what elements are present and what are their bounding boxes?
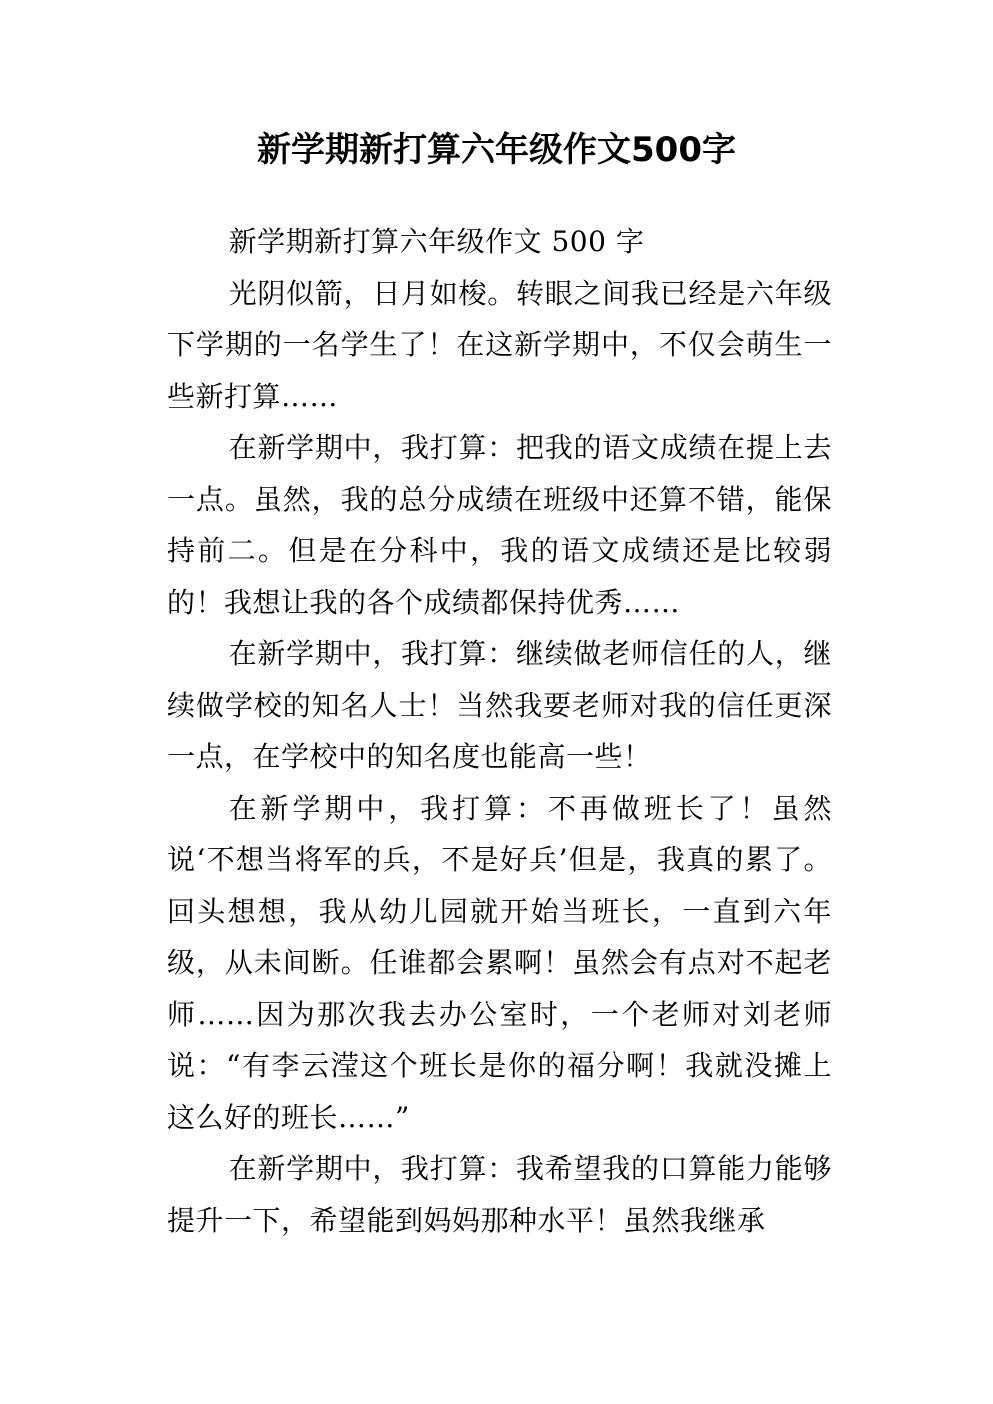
paragraph-mental-math: 在新学期中，我打算：我希望我的口算能力能够提升一下，希望能到妈妈那种水平！虽然我继承 bbox=[167, 1152, 832, 1237]
paragraph-class-monitor: 在新学期中，我打算：不再做班长了！虽然说‘不想当将军的兵，不是好兵’但是，我真的累了。回头想想，我从幼儿园就开始当班长，一直到六年级，从未间断。任谁都会累啊！虽然会有点对不起老师……因为那次我去办公室时，一个老师对刘老师说：“有李云滢这个班长是你的福分啊！我就没摊上这么好的班长……” bbox=[167, 791, 832, 1134]
paragraph-intro: 光阴似箭，日月如梭。转眼之间我已经是六年级下学期的一名学生了！在这新学期中，不仅会萌生一些新打算…… bbox=[167, 276, 832, 413]
document-title: 新学期新打算六年级作文500字 bbox=[257, 130, 736, 170]
paragraph-subtitle: 新学期新打算六年级作文 500 字 bbox=[228, 225, 645, 258]
paragraph-teacher-trust: 在新学期中，我打算：继续做老师信任的人，继续做学校的知名人士！当然我要老师对我的信任更深一点，在学校中的知名度也能高一些！ bbox=[167, 637, 832, 773]
document-body bbox=[167, 216, 832, 1246]
paragraph-chinese-grade: 在新学期中，我打算：把我的语文成绩在提上去一点。虽然，我的总分成绩在班级中还算不错，能保持前二。但是在分科中，我的语文成绩还是比较弱的！我想让我的各个成绩都保持优秀…… bbox=[167, 431, 832, 619]
